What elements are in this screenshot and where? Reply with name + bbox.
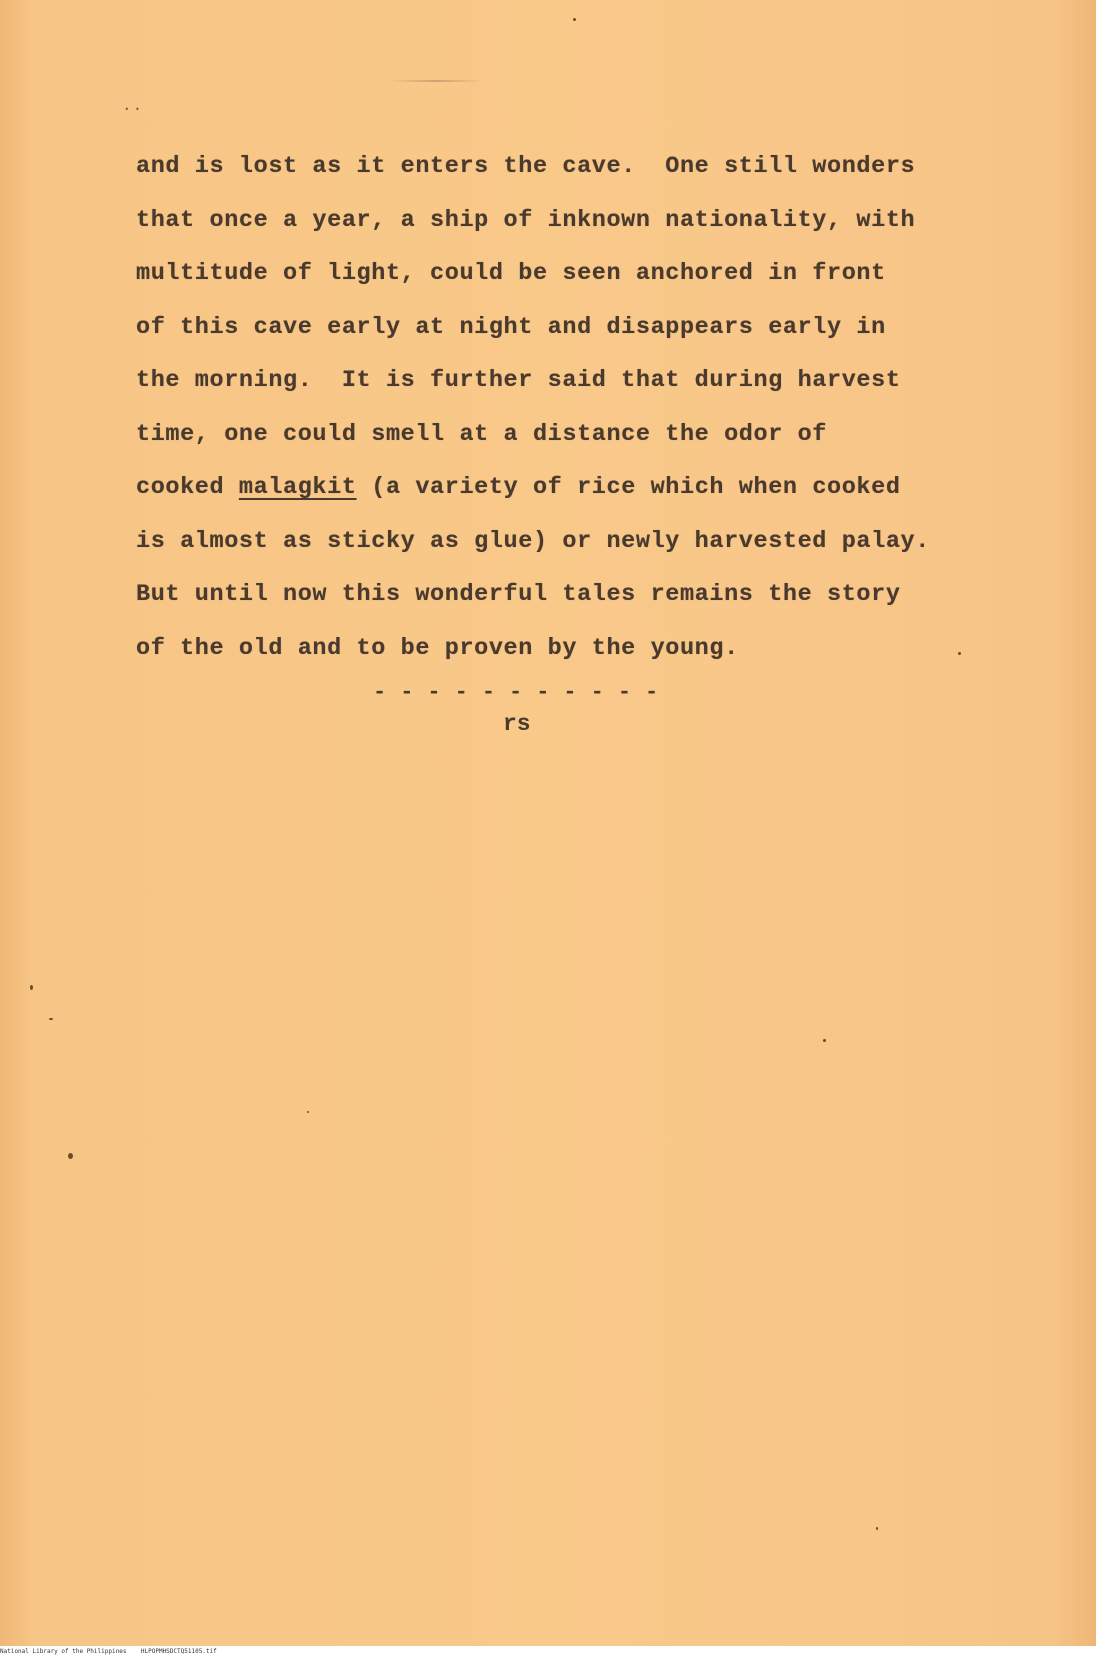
paper-speck: [823, 1039, 826, 1042]
text-line: But until now this wonderful tales remains the story: [136, 581, 901, 608]
underlined-word: malagkit: [238, 474, 357, 501]
text-line: multitude of light, could be seen anchored in front: [136, 260, 886, 287]
corner-marks: ..: [122, 97, 144, 115]
paper-speck: [307, 1111, 309, 1113]
text-line: of this cave early at night and disappears early in: [136, 313, 886, 341]
paper-speck: [958, 652, 961, 655]
paper-speck: [49, 1018, 53, 1020]
text-line: of the old and to be proven by the young.: [136, 634, 739, 662]
typist-initials: rs: [503, 711, 531, 737]
text-fragment: (a variety of rice which when cooked: [356, 474, 901, 501]
scan-footer: [0, 1646, 1096, 1658]
footer-file-id: HLPOPMHSDCTQ51105.tif: [140, 1648, 217, 1655]
section-divider: - - - - - - - - - - -: [373, 680, 659, 705]
text-line: that once a year, a ship of inknown nationality, with: [136, 206, 916, 234]
text-line-with-underline: [136, 461, 1036, 515]
text-line: and is lost as it enters the cave. One still wonders: [136, 153, 916, 180]
paper-smudge: [388, 80, 484, 82]
typed-body-text: [136, 140, 1036, 675]
text-line: is almost as sticky as glue) or newly harvested palay.: [136, 527, 930, 555]
text-fragment: cooked: [136, 474, 239, 501]
paper-speck: [573, 18, 576, 21]
text-line: time, one could smell at a distance the odor of: [136, 420, 828, 448]
text-line: the morning. It is further said that during harvest: [136, 367, 901, 394]
paper-speck: [68, 1153, 73, 1159]
paper-speck: [30, 985, 33, 990]
paper-speck: [876, 1527, 878, 1530]
footer-library: National Library of the Philippines: [0, 1648, 127, 1655]
